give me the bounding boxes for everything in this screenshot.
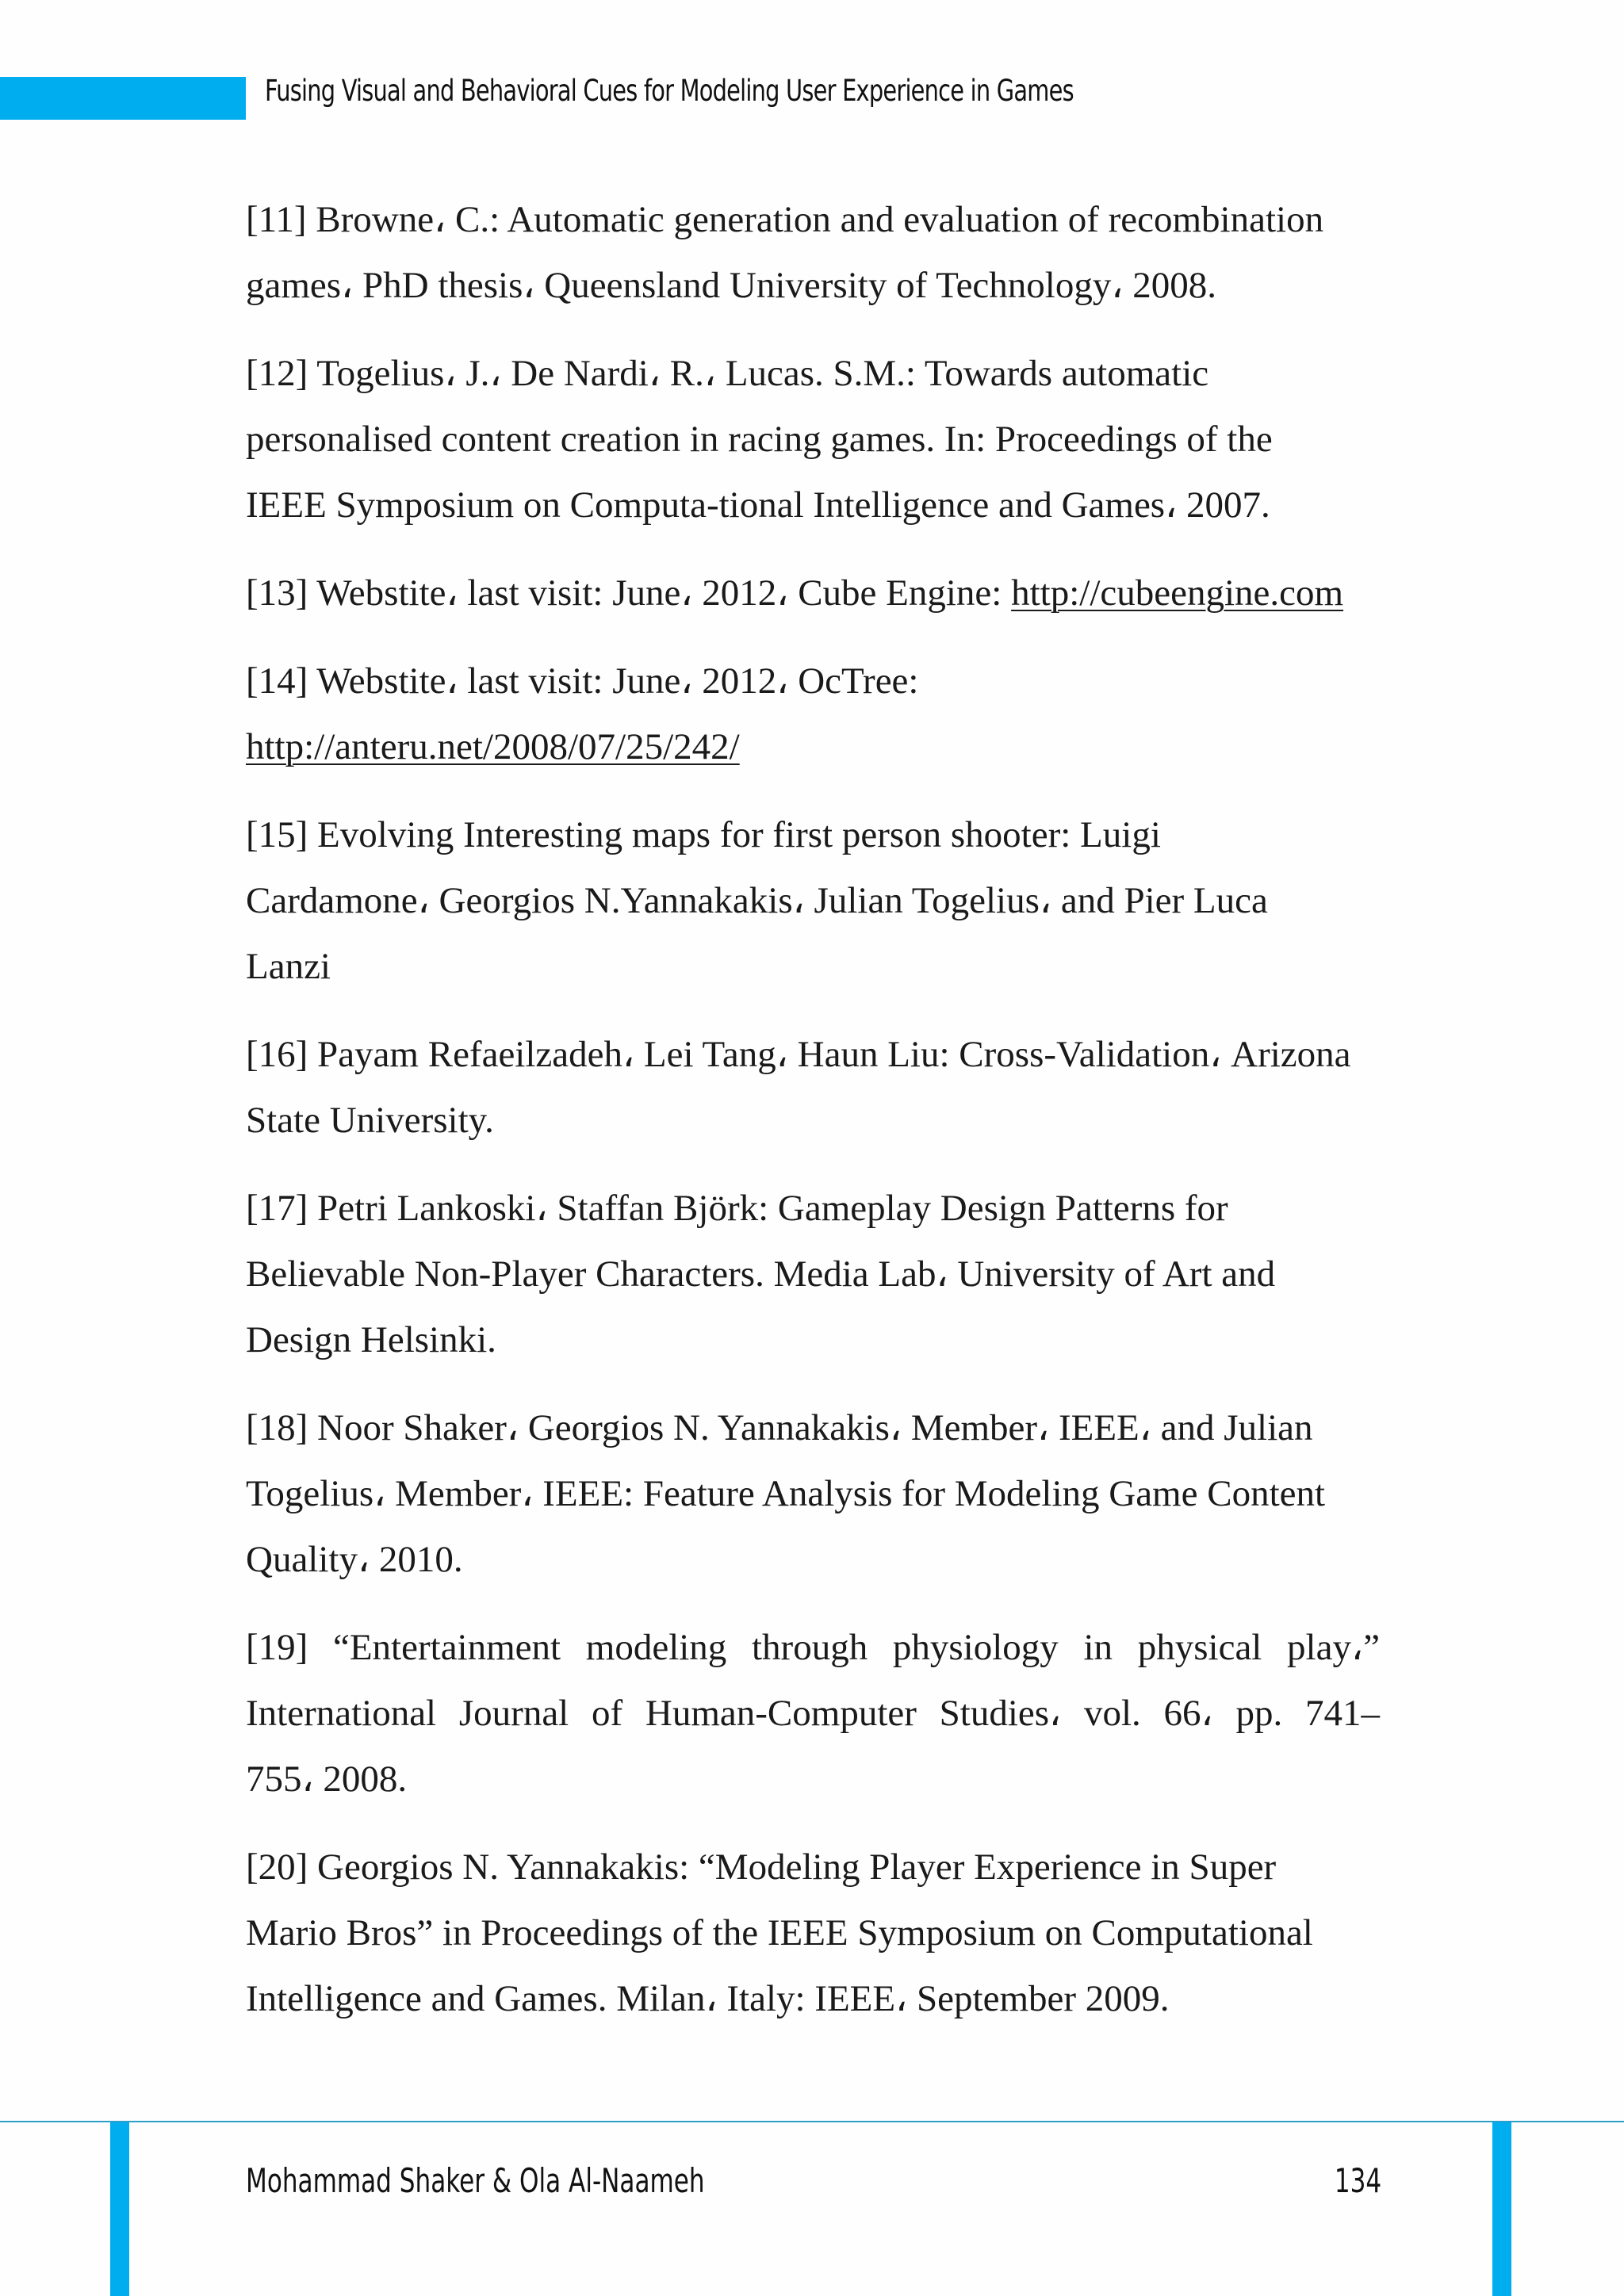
reference-line: State University. (246, 1100, 494, 1141)
reference-line: [20] Georgios N. Yannakakis: “Modeling Player Experience in Super (246, 1846, 1277, 1888)
reference-line: Togelius، Member، IEEE: Feature Analysis for Modeling Game Content (246, 1473, 1326, 1514)
reference-15 (246, 802, 1380, 1000)
reference-14 (246, 649, 1380, 780)
footer-right-accent-bar (1492, 2122, 1511, 2296)
footer-rule (0, 2121, 1624, 2122)
reference-line: International Journal of Human-Computer Studies، vol. 66، pp. 741– (246, 1693, 1380, 1734)
footer-authors: Mohammad Shaker & Ola Al-Naameh (246, 2161, 705, 2200)
reference-text: [13] Webstite، last visit: June، 2012، Cube Engine: (246, 572, 1012, 614)
reference-line: 755، 2008. (246, 1758, 408, 1800)
reference-line: [12] Togelius، J.، De Nardi، R.، Lucas. S.M.: Towards automatic (246, 353, 1209, 394)
reference-12 (246, 341, 1380, 538)
reference-link[interactable]: http://cubeengine.com (1011, 572, 1344, 614)
reference-line: [15] Evolving Interesting maps for first person shooter: Luigi (246, 814, 1161, 855)
reference-line: Believable Non-Player Characters. Media Lab، University of Art and (246, 1253, 1276, 1295)
reference-list (246, 187, 1380, 2054)
reference-18 (246, 1395, 1380, 1593)
reference-line: [17] Petri Lankoski، Staffan Björk: Gameplay Design Patterns for (246, 1188, 1228, 1229)
reference-line: Design Helsinki. (246, 1319, 496, 1360)
reference-line: Cardamone، Georgios N.Yannakakis، Julian Togelius، and Pier Luca (246, 880, 1268, 921)
reference-line: personalised content creation in racing games. In: Proceedings of the (246, 419, 1273, 460)
reference-20 (246, 1835, 1380, 2032)
reference-line: Quality، 2010. (246, 1539, 463, 1580)
reference-line: games، PhD thesis، Queensland University of Technology، 2008. (246, 265, 1217, 306)
reference-19 (246, 1615, 1380, 1812)
reference-line: Intelligence and Games. Milan، Italy: IEEE، September 2009. (246, 1978, 1170, 2019)
reference-16 (246, 1022, 1380, 1154)
reference-line: Mario Bros” in Proceedings of the IEEE Symposium on Computational (246, 1912, 1313, 1954)
footer-left-accent-bar (110, 2122, 129, 2296)
reference-text: [14] Webstite، last visit: June، 2012، OcTree: (246, 660, 919, 702)
header-accent-bar (0, 77, 246, 120)
reference-line: Lanzi (246, 946, 331, 987)
reference-line: [18] Noor Shaker، Georgios N. Yannakakis، Member، IEEE، and Julian (246, 1407, 1313, 1448)
reference-line: [16] Payam Refaeilzadeh، Lei Tang، Haun Liu: Cross-Validation، Arizona (246, 1034, 1351, 1075)
reference-line: [11] Browne، C.: Automatic generation and evaluation of recombination (246, 199, 1324, 240)
reference-line: IEEE Symposium on Computa-tional Intelligence and Games، 2007. (246, 484, 1270, 526)
reference-line: [19] “Entertainment modeling through physiology in physical play،” (246, 1627, 1380, 1668)
reference-17 (246, 1176, 1380, 1373)
running-header-title: Fusing Visual and Behavioral Cues for Modeling User Experience in Games (265, 74, 1074, 108)
reference-link[interactable]: http://anteru.net/2008/07/25/242/ (246, 726, 740, 767)
reference-11 (246, 187, 1380, 319)
page-number: 134 (1334, 2161, 1381, 2200)
reference-13 (246, 561, 1380, 626)
